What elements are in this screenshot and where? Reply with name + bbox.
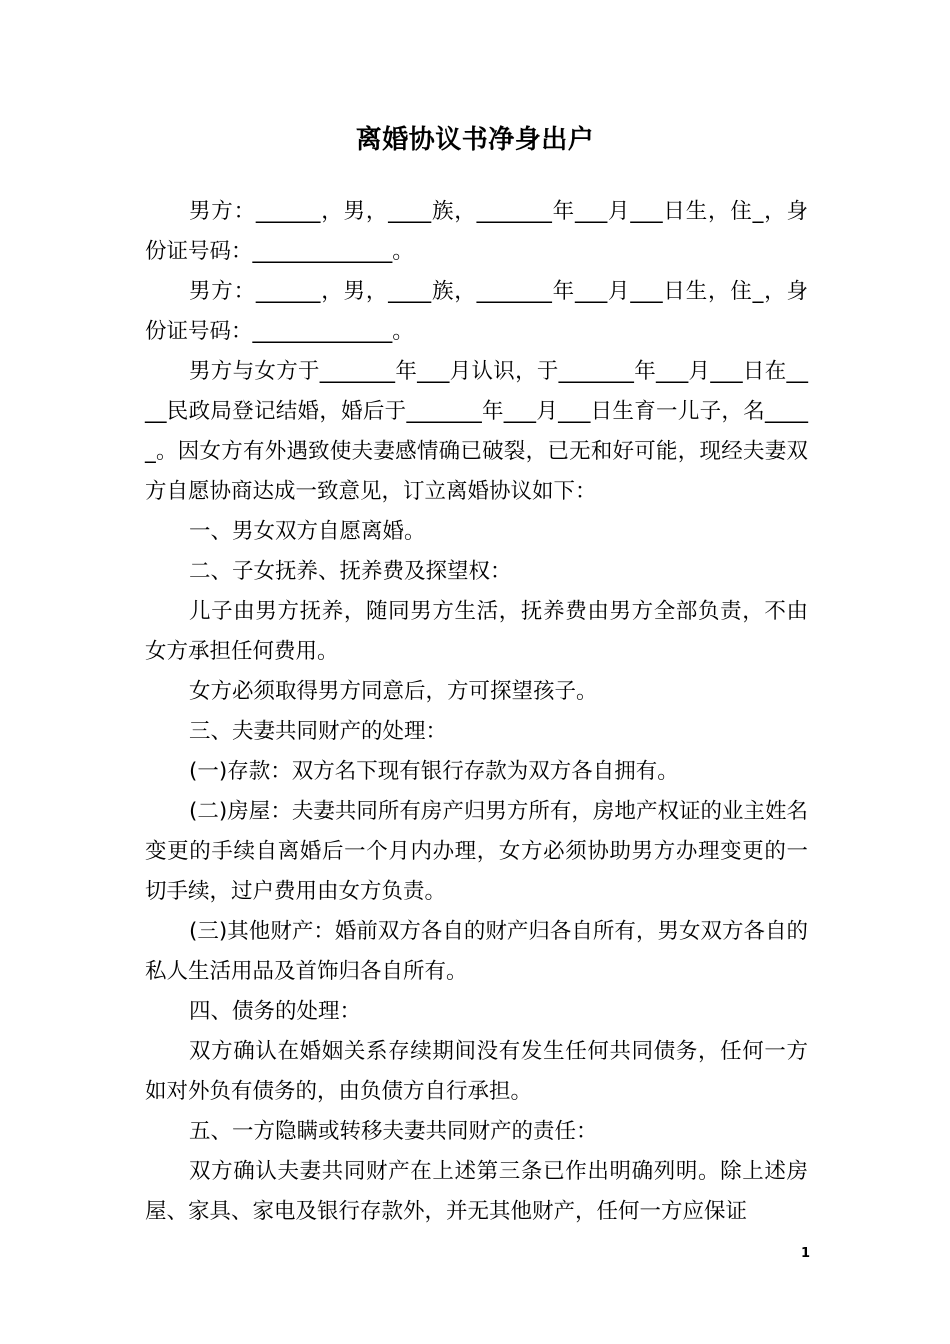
clause-three-heading: 三、夫妻共同财产的处理： [189,719,448,744]
clause-two-heading: 二、子女抚养、抚养费及探望权： [189,559,512,584]
party-one-paragraph: 男方：______，男，____族，_______年___月___日生，住_，身份证号码：_____________。 [145,199,808,264]
deposit-paragraph: (一)存款：双方名下现有银行存款为双方各自拥有。 [189,759,679,784]
custody-paragraph: 儿子由男方抚养，随同男方生活，抚养费由男方全部负责，不由女方承担任何费用。 [145,599,808,664]
document-title: 离婚协议书净身出户 [355,125,595,155]
page-number: 1 [800,1246,810,1261]
hidden-property-paragraph: 双方确认夫妻共同财产在上述第三条已作出明确列明。除上述房屋、家具、家电及银行存款外，并无其他财产，任何一方应保证 [145,1159,808,1224]
clause-four-heading: 四、债务的处理： [189,999,362,1024]
clause-five-heading: 五、一方隐瞒或转移夫妻共同财产的责任： [189,1119,598,1144]
clause-one-heading: 一、男女双方自愿离婚。 [189,519,426,544]
marriage-background-paragraph: 男方与女方于_______年___月认识，于_______年___月___日在____民政局登记结婚，婚后于_______年___月___日生育一儿子，名_____。因女方有外遇致使夫妻感情确已破裂，已无和好可能，现经夫妻双方自愿协商达成一致意见，订立离婚协议如下： [145,359,808,504]
house-paragraph: (二)房屋：夫妻共同所有房产归男方所有，房地产权证的业主姓名变更的手续自离婚后一个月内办理，女方必须协助男方办理变更的一切手续，过户费用由女方负责。 [145,799,808,904]
debt-paragraph: 双方确认在婚姻关系存续期间没有发生任何共同债务，任何一方如对外负有债务的，由负债方自行承担。 [145,1039,808,1104]
party-two-paragraph: 男方：______，男，____族，_______年___月___日生，住_，身份证号码：_____________。 [145,279,808,344]
other-property-paragraph: (三)其他财产：婚前双方各自的财产归各自所有，男女双方各自的私人生活用品及首饰归各自所有。 [145,919,808,984]
visitation-paragraph: 女方必须取得男方同意后，方可探望孩子。 [189,679,598,704]
document-body [145,192,808,1232]
